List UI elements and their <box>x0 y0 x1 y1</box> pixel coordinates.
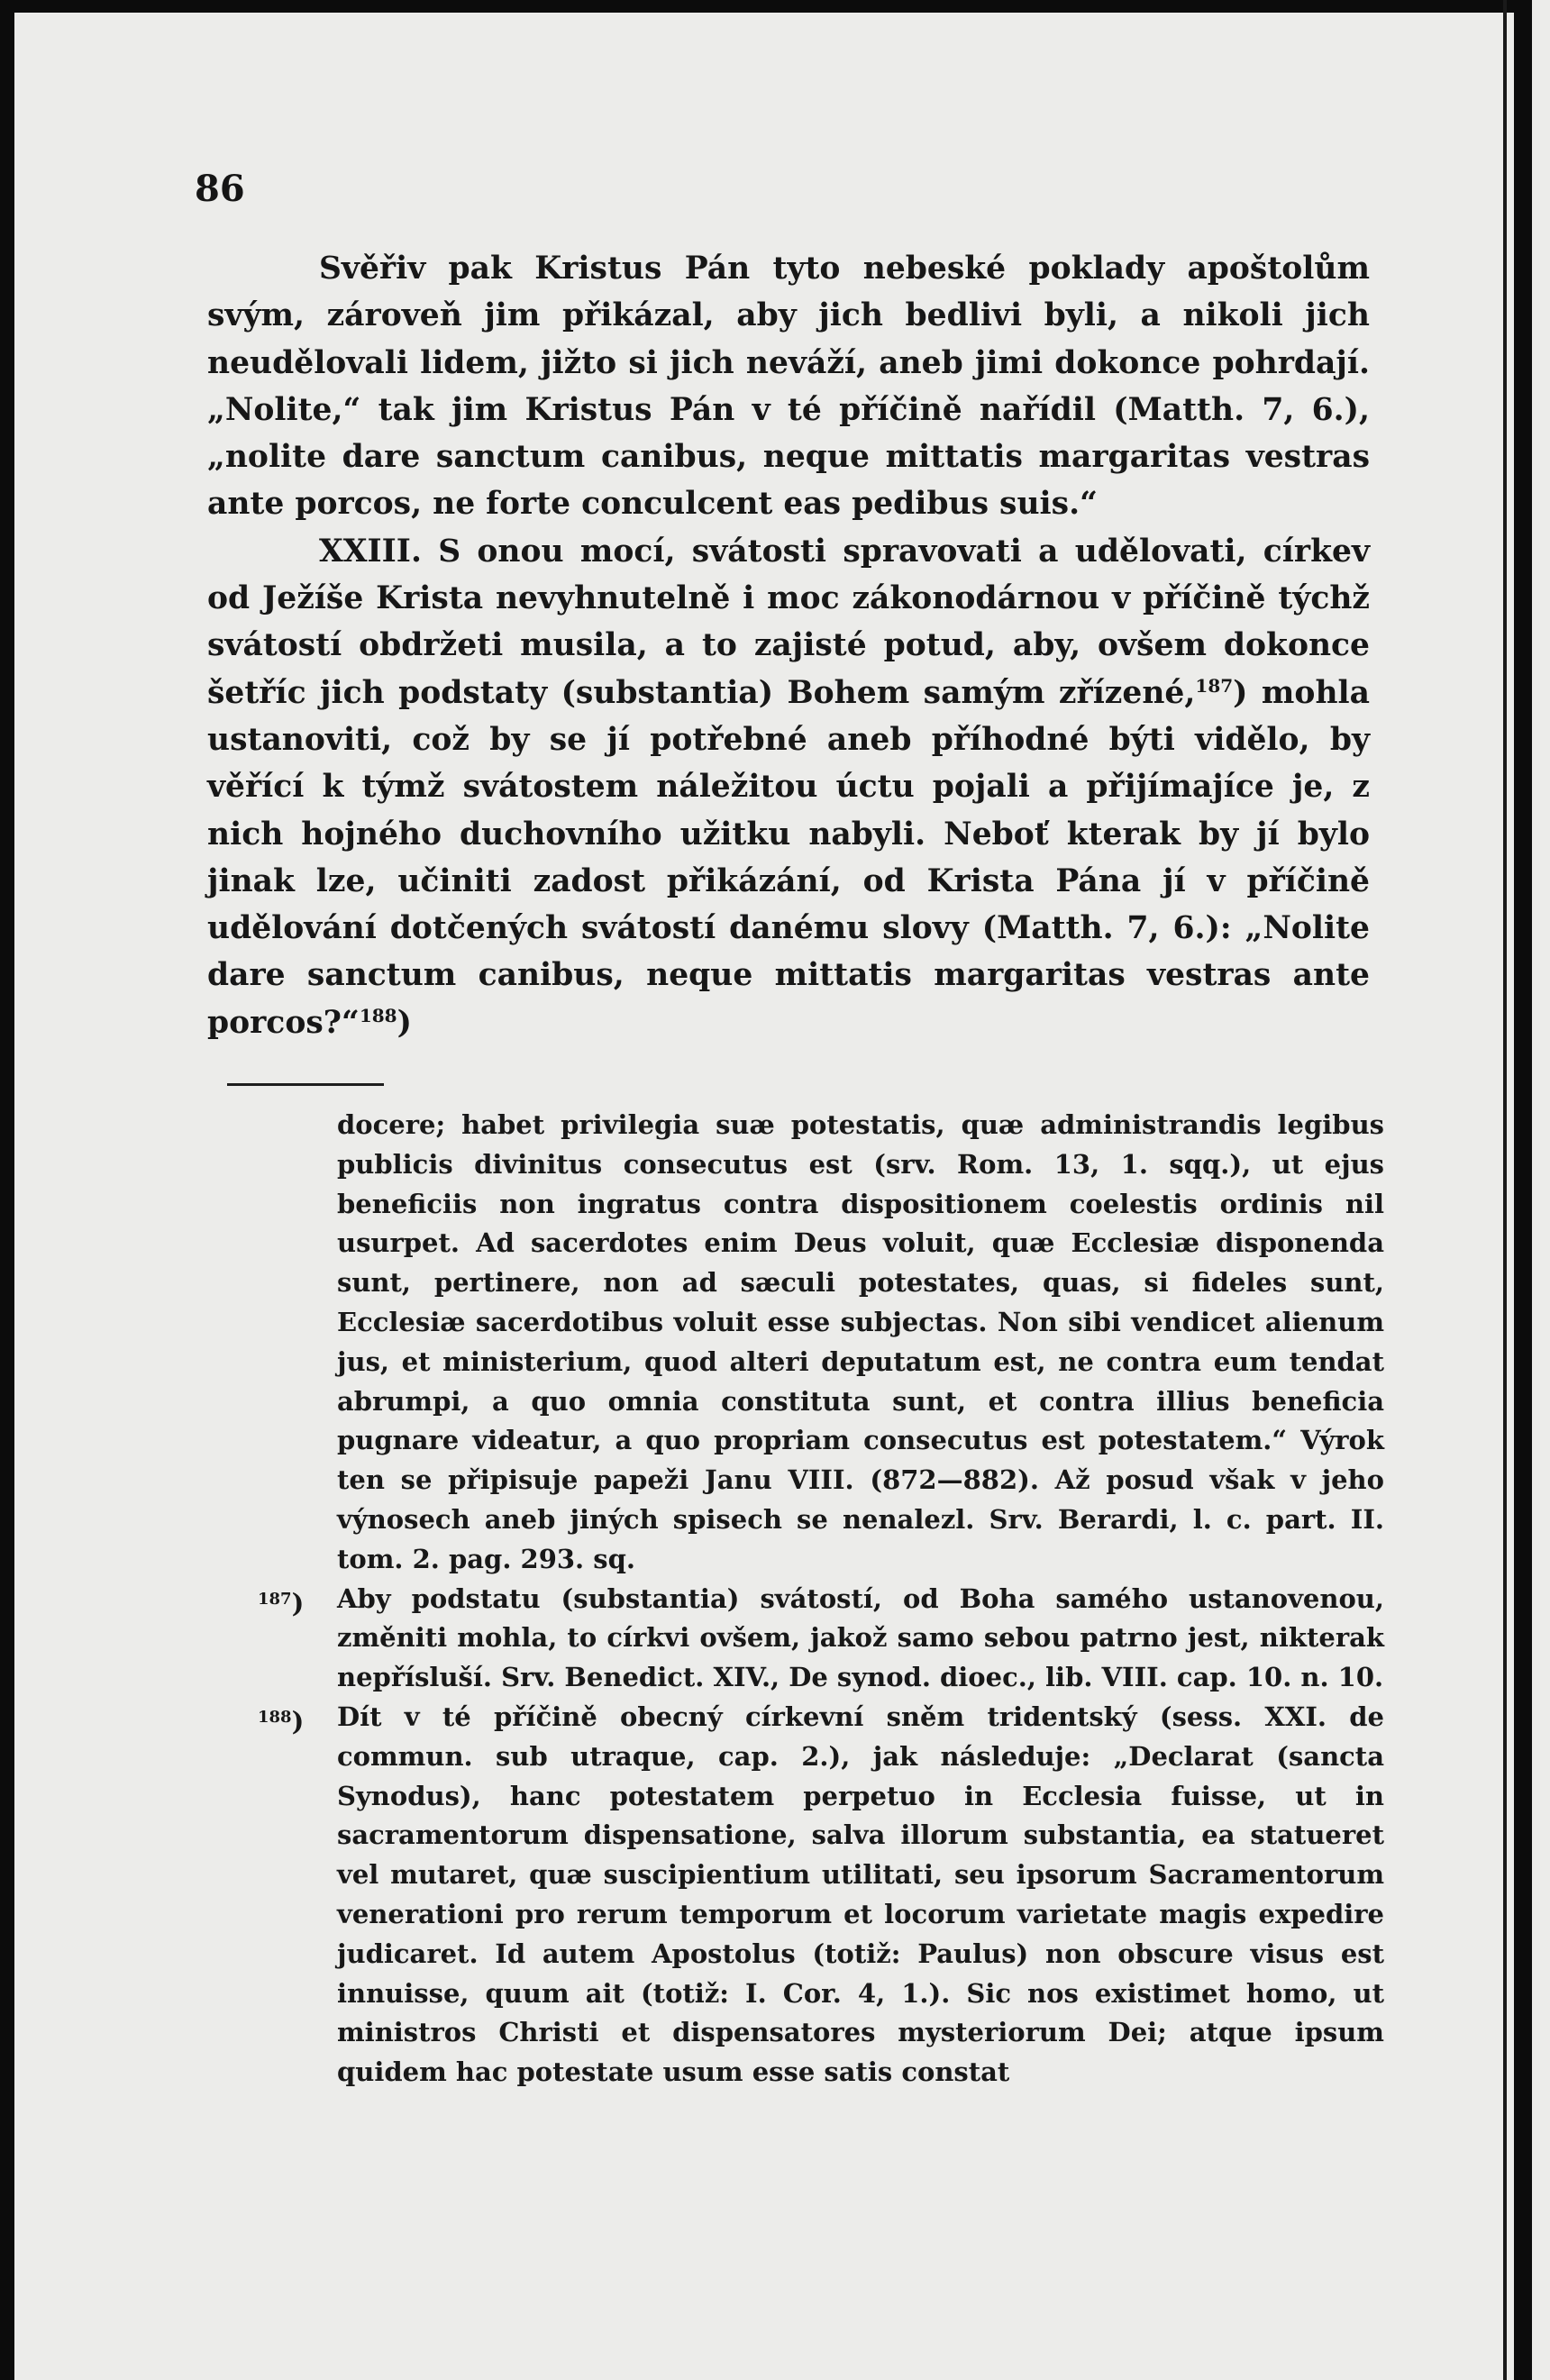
footnote-separator <box>227 1083 384 1086</box>
footnote-ref-187: 187 <box>1195 674 1234 697</box>
footnote-187-text: Aby podstatu (substantia) svátostí, od Boha samého ustanovenou, změniti mohla, to církvi ovšem, jakož samo sebou patrno jest, nikterak nepřísluší. Srv. Benedict. XIV., De synod. dioec., lib. VIII. cap. 10. n. 10. <box>337 1582 1384 1693</box>
main-text <box>207 245 1370 1046</box>
footnote-ref-188: 188 <box>359 1004 397 1026</box>
footnote-187-mark: $^{187}$) <box>258 1587 305 1619</box>
paragraph-1: Svěřiv pak Kristus Pán tyto nebeské poklady apoštolům svým, zároveň jim přikázal, aby jich bedlivi byli, a nikoli jich neudělovali lidem, jižto si jich neváží, aneb jimi dokonce pohrdají. „Nolite,“ tak jim Kristus Pán v té příčině nařídil (Matth. 7, 6.), „nolite dare sanctum canibus, neque mittatis margaritas vestras ante porcos, ne forte conculcent eas pedibus suis.“ <box>207 251 1370 523</box>
paragraph-2 <box>207 528 1370 1046</box>
next-page-edge <box>1532 0 1550 2380</box>
page-number: 86 <box>195 168 245 210</box>
paragraph-2-part-1: XXIII. S onou mocí, svátosti spravovati a udělovati, církev od Ježíše Krista nevyhnutelně i moc zákonodárnou v příčině týchž svátostí obdržeti musila, a to zajisté potud, aby, ovšem dokonce šetříc jich podstaty (substantia) Bohem samým zřízené, <box>207 533 1370 711</box>
paragraph-2-part-2: ) mohla ustanoviti, což by se jí potřebné aneb příhodné býti vidělo, by věřící k týmž svátostem náležitou úctu pojali a přijímajíce je, z nich hojného duchovního užitku nabyli. Neboť kterak by jí bylo jinak lze, učiniti zadost přikázání, od Krista Pána jí v příčině udělování dotčených svátostí danému slovy (Matth. 7, 6.): „Nolite dare sanctum canibus, neque mittatis margaritas vestras ante porcos?“ <box>207 674 1370 1041</box>
footnote-188 <box>247 1698 1384 2093</box>
footnote-continued: docere; habet privilegia suæ potestatis, quæ administrandis legibus publicis divinitus consecutus est (srv. Rom. 13, 1. sqq.), ut ejus beneficiis non ingratus contra dispositionem coelestis ordinis nil usurpet. Ad sacerdotes enim Deus voluit, quæ Ecclesiæ disponenda sunt, pertinere, non ad sæculi potestates, quas, si fideles sunt, Ecclesiæ sacerdotibus voluit esse subjectas. Non sibi vendicet alienum jus, et ministerium, quod alteri deputatum est, ne contra eum tendat abrumpi, a quo omnia constituta sunt, et contra illius beneficia pugnare videatur, a quo propriam consecutus est potestatem.“ Výrok ten se připisuje papeži Janu VIII. (872—882). Až posud však v jeho výnosech aneb jiných spisech se nenalezl. Srv. Berardi, l. c. part. II. tom. 2. pag. 293. sq. <box>337 1109 1384 1574</box>
book-page <box>14 13 1514 2380</box>
paragraph-2-end: ) <box>397 1004 412 1041</box>
footnotes <box>247 1106 1384 2093</box>
footnote-188-text: Dít v té příčině obecný církevní sněm tridentský (sess. XXI. de commun. sub utraque, cap. 2.), jak následuje: „Declarat (sancta Synodus), hanc potestatem perpetuo in Ecclesia fuisse, ut in sacramentorum dispensatione, salva illorum substantia, ea statueret vel mutaret, quæ suscipientium utilitati, seu ipsorum Sacramentorum venerationi pro rerum temporum et locorum varietate magis expedire judicaret. Id autem Apostolus (totiž: Paulus) non obscure visus est innuisse, quum ait (totiž: I. Cor. 4, 1.). Sic nos existimet homo, ut ministros Christi et dispensatores mysteriorum Dei; atque ipsum quidem hac potestate usum esse satis constat <box>337 1701 1384 2088</box>
footnote-188-mark: $^{188}$) <box>258 1705 305 1737</box>
footnote-187 <box>247 1580 1384 1698</box>
page-edge-line <box>1503 0 1507 2380</box>
